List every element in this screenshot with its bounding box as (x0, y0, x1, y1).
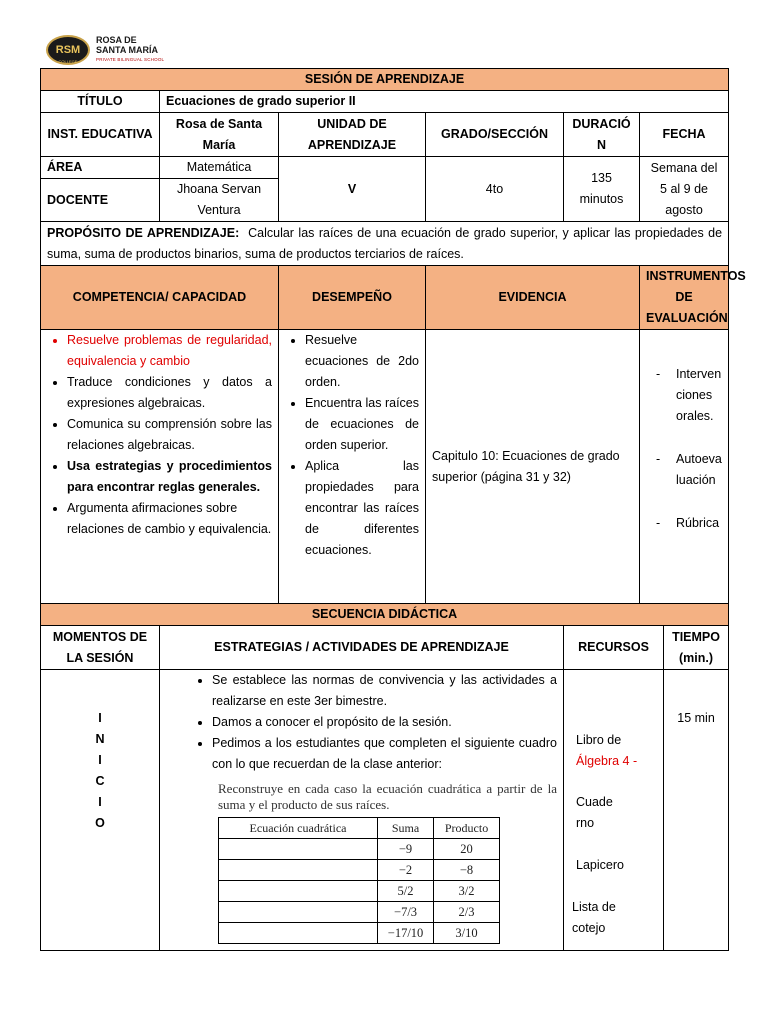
producto-cell: −8 (434, 860, 500, 881)
ejercicio-col-header: Suma (378, 818, 434, 839)
secuencia-title: SECUENCIA DIDÁCTICA (41, 604, 729, 626)
docente-value: Jhoana Servan Ventura (160, 179, 279, 222)
suma-cell: −7/3 (378, 902, 434, 923)
evidencia-value: Capitulo 10: Ecuaciones de grado superior (página 31 y 32) (426, 330, 640, 604)
competencia-item: • Resuelve problemas de regularidad, equivalencia y cambio (67, 330, 272, 372)
recurso-lista: Lista de cotejo (572, 900, 616, 935)
recurso-lapicero: Lapicero (576, 858, 624, 872)
suma-cell: −9 (378, 839, 434, 860)
instrumentos-header: INSTRUMENTOS DE EVALUACIÓN (640, 266, 729, 330)
instrumento-item: Rúbrica (676, 516, 720, 530)
grado-label: GRADO/SECCIÓN (426, 113, 564, 157)
producto-cell: 2/3 (434, 902, 500, 923)
table-row (219, 839, 500, 860)
inst-label: INST. EDUCATIVA (41, 113, 160, 157)
producto-cell: 3/2 (434, 881, 500, 902)
inicio-letter: I (98, 711, 102, 725)
recurso-libro (576, 730, 657, 772)
producto-cell: 3/10 (434, 923, 500, 944)
suma-cell: −17/10 (378, 923, 434, 944)
unidad-value: V (279, 157, 426, 222)
session-table (40, 68, 746, 951)
recurso-cuaderno: Cuaderno (576, 795, 613, 830)
instrumentos-cell: - Intervenciones orales. - Autoevaluación - Rúbrica (640, 330, 729, 604)
recurso-libro-suffix: - (629, 754, 638, 768)
logo-line2: SANTA MARÍA (96, 45, 158, 55)
desempeno-item: • Resuelve ecuaciones de 2do orden. (305, 330, 419, 393)
area-label: ÁREA (41, 157, 160, 179)
competencia-header: COMPETENCIA/ CAPACIDAD (41, 266, 279, 330)
suma-cell: 5/2 (378, 881, 434, 902)
momentos-header: MOMENTOS DE LA SESIÓN (41, 626, 160, 670)
actividad-item: • Damos a conocer el propósito de la sesión. (212, 712, 557, 733)
suma-cell: −2 (378, 860, 434, 881)
ejercicio-text: Reconstruye en cada caso la ecuación cuadrática a partir de la suma y el producto de sus raíces. (218, 781, 557, 812)
school-logo (46, 34, 164, 66)
titulo-label: TÍTULO (41, 91, 160, 113)
competencia-item: • Comunica su comprensión sobre las relaciones algebraicas. (67, 414, 272, 456)
logo-college: COLLEGE (58, 59, 78, 64)
instrumento-item: Intervenciones orales. (676, 367, 722, 423)
inicio-letter: N (95, 732, 105, 746)
ecuacion-cell[interactable] (219, 923, 378, 944)
estrategias-header: ESTRATEGIAS / ACTIVIDADES DE APRENDIZAJE (160, 626, 564, 670)
actividades-cell (160, 670, 564, 951)
inicio-letter: O (95, 816, 105, 830)
inst-value: Rosa de Santa María (160, 113, 279, 157)
tiempo-value: 15 min (664, 670, 729, 951)
producto-cell: 20 (434, 839, 500, 860)
recursos-cell (564, 670, 664, 951)
competencia-item: • Usa estrategias y procedimientos para encontrar reglas generales. (67, 456, 272, 498)
recurso-libro-title: Álgebra 4 (576, 754, 630, 768)
ejercicio-col-header: Ecuación cuadrática (219, 818, 378, 839)
ecuacion-cell[interactable] (219, 839, 378, 860)
ejercicio-col-header: Producto (434, 818, 500, 839)
fecha-value: Semana del 5 al 9 de agosto (640, 157, 729, 222)
duracion-value: 135 minutos (564, 157, 640, 222)
desempenos-cell (279, 330, 426, 604)
logo-line3: PRIVATE BILINGUAL SCHOOL (96, 57, 165, 62)
table-row (219, 923, 500, 944)
competencia-item: • Argumenta afirmaciones sobre relaciones de cambio y equivalencia. (67, 498, 272, 540)
ecuacion-cell[interactable] (219, 881, 378, 902)
ejercicio-table (218, 817, 500, 944)
actividad-item: • Se establece las normas de convivencia y las actividades a realizarse en este 3er bimestre. (212, 670, 557, 712)
competencias-cell (41, 330, 279, 604)
competencia-item: • Traduce condiciones y datos a expresiones algebraicas. (67, 372, 272, 414)
evidencia-header: EVIDENCIA (426, 266, 640, 330)
instrumento-item: Autoevaluación (676, 452, 722, 487)
table-row (219, 902, 500, 923)
recursos-header: RECURSOS (564, 626, 664, 670)
inicio-letter: C (95, 774, 105, 788)
titulo-value: Ecuaciones de grado superior II (160, 91, 729, 113)
inicio-letter: I (98, 795, 102, 809)
desempeno-item: • Aplica las propiedades para encontrar las raíces de diferentes ecuaciones. (305, 456, 419, 561)
fecha-label: FECHA (640, 113, 729, 157)
unidad-label: UNIDAD DE APRENDIZAJE (279, 113, 426, 157)
proposito (41, 222, 729, 266)
desempeno-item: • Encuentra las raíces de ecuaciones de orden superior. (305, 393, 419, 456)
recurso-libro-prefix: Libro de (576, 733, 622, 747)
desempeno-header: DESEMPEÑO (279, 266, 426, 330)
table-row (219, 860, 500, 881)
duracion-label: DURACIÓN (564, 113, 640, 157)
inicio-cell (41, 670, 160, 951)
proposito-text: Calcular las raíces de una ecuación de grado superior, y aplicar las propiedades de suma, suma de productos binarios, suma de productos terciarios de raíces. (47, 225, 723, 261)
ecuacion-cell[interactable] (219, 860, 378, 881)
actividad-item: • Pedimos a los estudiantes que completen el siguiente cuadro con lo que recuerdan de la clase anterior: (212, 733, 557, 775)
docente-label: DOCENTE (41, 179, 160, 222)
area-value: Matemática (160, 157, 279, 179)
tiempo-header: TIEMPO (min.) (664, 626, 729, 670)
ecuacion-cell[interactable] (219, 902, 378, 923)
session-title: SESIÓN DE APRENDIZAJE (41, 69, 729, 91)
grado-value: 4to (426, 157, 564, 222)
logo-line1: ROSA DE (96, 35, 137, 45)
table-row (219, 881, 500, 902)
proposito-label: PROPÓSITO DE APRENDIZAJE: (47, 225, 240, 240)
logo-badge: RSM (46, 35, 90, 65)
inicio-letter: I (98, 753, 102, 767)
